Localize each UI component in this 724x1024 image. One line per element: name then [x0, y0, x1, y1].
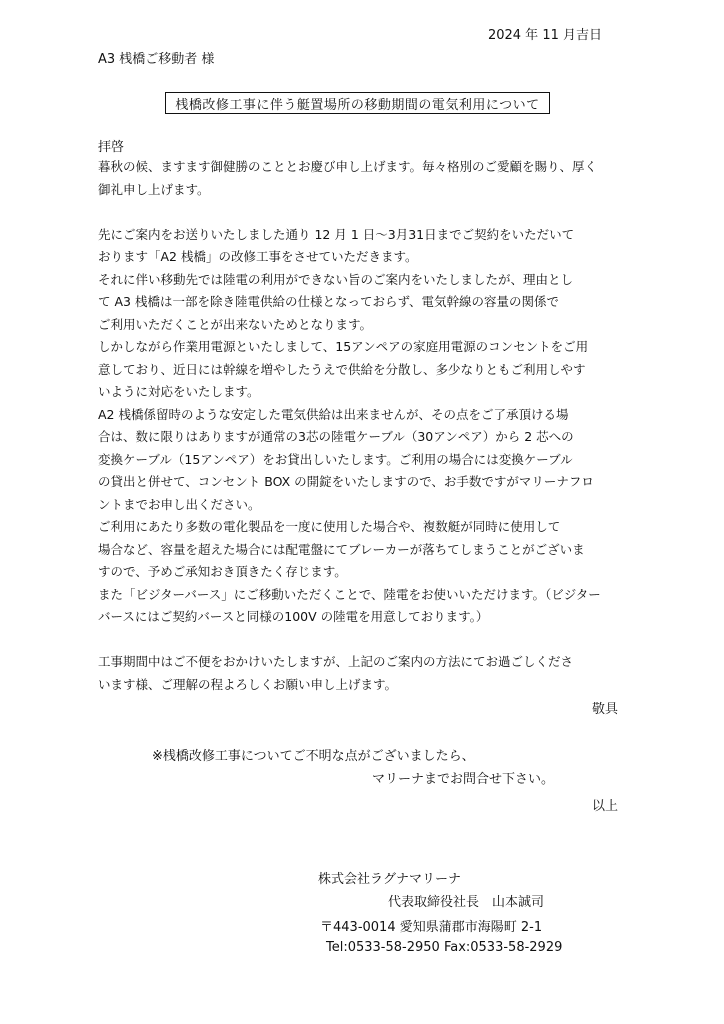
- greeting: 拝啓: [98, 140, 125, 155]
- body-line: しかしながら作業用電源といたしまして、15アンペアの家庭用電源のコンセントをご用: [98, 339, 589, 354]
- body-line: それに伴い移動先では陸電の利用ができない旨のご案内をいたしましたが、理由とし: [98, 271, 574, 287]
- sender-contact: Tel:0533-58-2950 Fax:0533-58-2929: [326, 940, 563, 955]
- body-line: 工事期間中はご不便をおかけいたしますが、上記のご案内の方法にてお過ごしくださ: [98, 654, 574, 669]
- body-line: 意しており、近日には幹線を増やしたうえで供給を分散し、多少なりともご利用しやす: [98, 361, 586, 377]
- end-mark: 以上: [591, 799, 618, 814]
- body-line: 御礼申し上げます。: [98, 181, 210, 197]
- body-line: の貸出と併せて、コンセント BOX の開錠をいたしますので、お手数ですがマリーナフロ: [98, 474, 594, 489]
- body-line: また「ビジターバース」にご移動いただくことで、陸電をお使いいただけます。（ビジター: [98, 586, 601, 602]
- body-line: バースにはご契約バースと同様の100V の陸電を用意しております。）: [98, 609, 489, 624]
- body-line: A2 桟橋係留時のような安定した電気供給は出来ませんが、その点をご了承頂ける場: [98, 406, 569, 422]
- body-line: 変換ケーブル（15アンペア）をお貸出しいたします。ご利用の場合には変換ケーブル: [98, 451, 573, 467]
- sender-address: 〒443-0014 愛知県蒲郡市海陽町 2-1: [320, 920, 543, 935]
- letter-date: 2024 年 11 月吉日: [487, 28, 602, 43]
- body-line: 暮秋の候、ますます御健勝のこととお慶び申し上げます。毎々格別のご愛顧を賜り、厚く: [98, 159, 598, 174]
- subject-title: 桟橋改修工事に伴う艇置場所の移動期間の電気利用について: [175, 97, 540, 113]
- addressee: A3 桟橋ご移動者 様: [98, 52, 215, 67]
- note-line-2: マリーナまでお問合せ下さい。: [372, 772, 555, 787]
- sender-representative: 代表取締役社長 山本誠司: [388, 895, 545, 910]
- body-line: いように対応をいたします。: [98, 384, 260, 399]
- body-line: います様、ご理解の程よろしくお願い申し上げます。: [98, 676, 398, 692]
- body-line: すので、予めご承知おき頂きたく存じます。: [98, 564, 347, 579]
- body-line: ントまでお申し出ください。: [98, 496, 261, 512]
- body-line: おります「A2 桟橋」の改修工事をさせていただきます。: [98, 249, 418, 264]
- body-line: ご利用にあたり多数の電化製品を一度に使用した場合や、複数艇が同時に使用して: [98, 519, 561, 534]
- body-line: [98, 629, 618, 652]
- letter-body: [98, 156, 618, 696]
- body-line: ご利用いただくことが出来ないためとなります。: [98, 316, 373, 332]
- body-line: て A3 桟橋は一部を除き陸電供給の仕様となっておらず、電気幹線の容量の関係で: [98, 294, 559, 309]
- body-line: 場合など、容量を超えた場合には配電盤にてブレーカーが落ちてしまうことがございま: [98, 541, 585, 557]
- body-line: 合は、数に限りはありますが通常の3芯の陸電ケーブル（30アンペア）から 2 芯への: [98, 429, 574, 444]
- body-line: 先にご案内をお送りいたしました通り 12 月 1 日～3月31日までご契約をいただいて: [98, 226, 575, 242]
- body-line: [98, 201, 618, 224]
- sender-company: 株式会社ラグナマリーナ: [318, 872, 462, 887]
- subject-box: [165, 92, 550, 114]
- closing-keigu: 敬具: [591, 702, 618, 717]
- note-line-1: ※桟橋改修工事についてご不明な点がございましたら、: [152, 749, 475, 764]
